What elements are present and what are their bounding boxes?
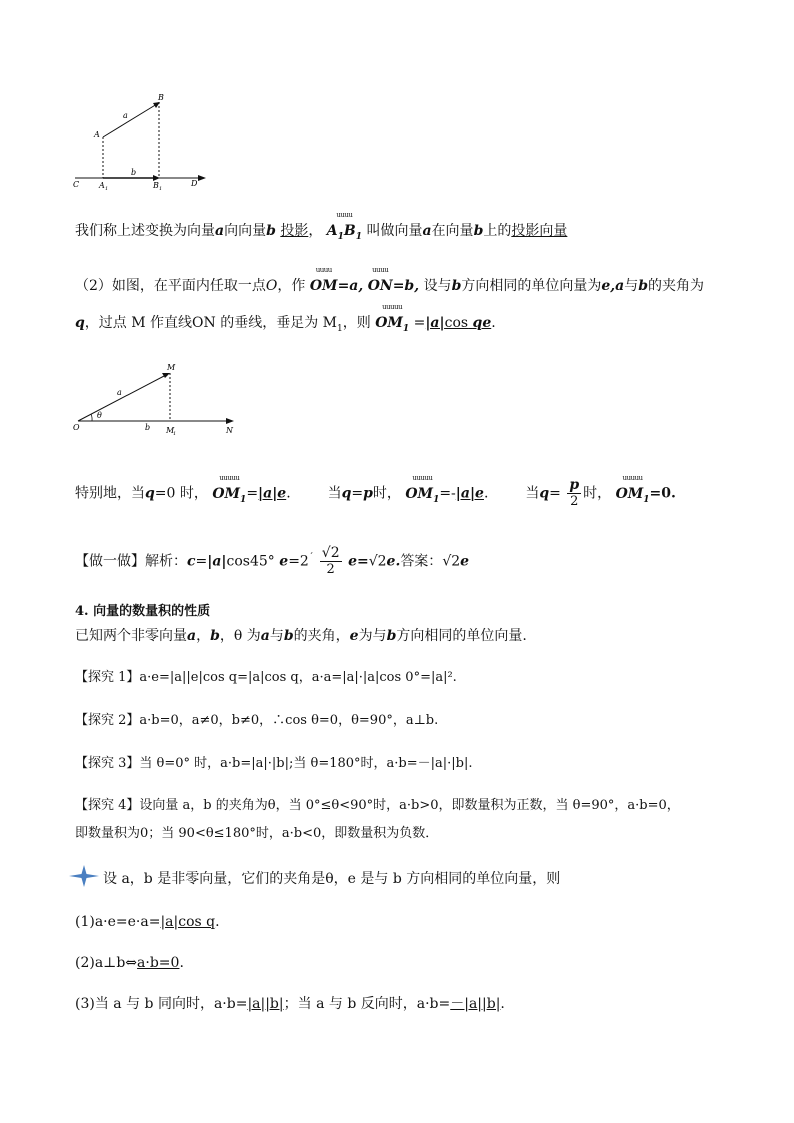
projection-definition: 我们称上述变换为向量a向向量b 投影， uuuu $A_1B_1$ 叫做向量a在向量b上的投影向量	[75, 211, 568, 242]
explore-4-line-1: 【探究 4】设向量 a，b 的夹角为θ，当 0°≤θ<90°时，a·b>0，即数量积为正数，当 θ=90°，a·b=0，	[75, 798, 680, 813]
label-N: N	[226, 426, 233, 435]
star-icon	[68, 864, 100, 888]
label-A1-sub: 1	[105, 186, 109, 192]
label-C: C	[73, 180, 80, 189]
summary-intro: 设 a，b 是非零向量，它们的夹角是θ，e 是与 b 方向相同的单位向量，则	[103, 871, 561, 887]
paragraph-2-line-1: （2）如图，在平面内任取一点O，作 uuuu OM=a, uuuu ON=b, 设与b方向相同的单位向量为e,a与b的夹角为	[75, 266, 705, 294]
paragraph-2-line-2: q，过点 M 作直线ON 的垂线，垂足为 $M_1$，则 uuuuu $OM_1 =|a|\cos$ qe.	[75, 303, 496, 334]
label-M: M	[167, 363, 176, 372]
do-it-answer: 【做一做】解析：c=|a|cos45° e=2´ $\frac{√2}{2}$ e=√2e.答案：√2e	[75, 545, 470, 577]
label-b2: b	[145, 423, 151, 432]
section-4-title: 4. 向量的数量积的性质	[75, 604, 211, 619]
explore-2: 【探究 2】a·b=0，a≠0，b≠0，∴cos θ=0，θ=90°，a⊥b.	[75, 713, 439, 728]
label-D: D	[191, 179, 198, 188]
explore-4-line-2: 即数量积为0；当 90<θ≤180°时，a·b<0，即数量积为负数．	[75, 826, 439, 841]
section-4-intro: 已知两个非零向量a，b，θ 为a与b的夹角，e为与b方向相同的单位向量.	[75, 628, 527, 644]
label-B: B	[158, 93, 164, 102]
summary-item-2: (2)a⊥b⇔a·b=0.	[75, 955, 184, 971]
explore-3: 【探究 3】当 θ=0° 时，a·b=|a|·|b|;当 θ=180°时，a·b=－|a|·|b|.	[75, 756, 473, 771]
label-b: b	[131, 168, 137, 177]
label-B1: B	[153, 181, 159, 190]
projection-figure-1	[60, 90, 220, 195]
label-a2: a	[117, 388, 122, 397]
label-A1: A	[99, 181, 105, 190]
summary-item-3: (3)当 a 与 b 同向时，a·b=|a||b|；当 a 与 b 反向时，a·b=－|a||b|.	[75, 996, 505, 1012]
summary-item-1: (1)a·e=e·a=|a|cos q.	[75, 914, 220, 930]
label-a: a	[123, 111, 128, 120]
label-M1-sub: 1	[173, 431, 177, 437]
label-O: O	[73, 423, 80, 432]
label-M1: M	[166, 426, 175, 435]
explore-1: 【探究 1】a·e=|a||e|cos q=|a|cos q，a·a=|a|·|a|cos 0°=|a|².	[75, 670, 457, 685]
term-projection: 投影	[280, 223, 309, 239]
label-A: A	[94, 130, 100, 139]
projection-figure-2	[70, 360, 245, 440]
label-theta: θ	[97, 411, 102, 420]
term-projection-vector: 投影向量	[511, 223, 568, 239]
special-cases: 特别地，当q=0 时， uuuuu $OM_1=|a|e$. 当q=p时， uuuuu $OM_1=-|a|e$. 当q= $\frac{p}{2}$ 时， uuuuu $OM_1=0$.	[75, 473, 676, 509]
label-B1-sub: 1	[159, 186, 163, 192]
